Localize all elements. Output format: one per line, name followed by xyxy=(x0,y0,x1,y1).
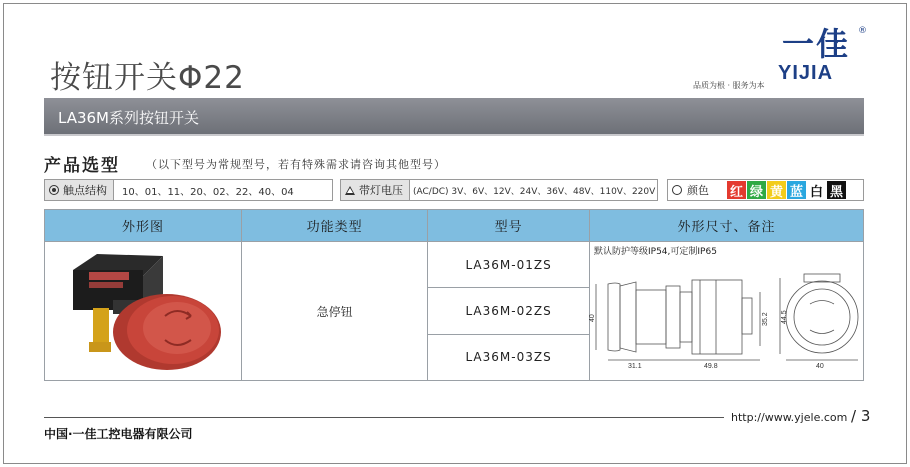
color-swatch: 黑 xyxy=(827,181,846,199)
page-number: / 3 xyxy=(851,407,871,425)
model-cell: LA36M-01ZS xyxy=(428,242,590,288)
series-banner xyxy=(44,98,864,136)
contacts-label-box xyxy=(45,180,114,200)
dimension-width: 40 xyxy=(815,363,824,370)
logo-chinese: 一佳 xyxy=(782,25,851,63)
table-header-row xyxy=(45,210,864,242)
column-header-model: 型号 xyxy=(428,210,590,242)
color-swatch: 蓝 xyxy=(787,181,806,199)
color-label: 颜色 xyxy=(687,184,709,197)
dimension-side: 35.2 xyxy=(761,312,769,326)
radio-selected-icon xyxy=(49,185,59,195)
dimension-d2: 49.8 xyxy=(703,363,718,370)
dimension-d1: 31.1 xyxy=(627,363,642,370)
lamp-voltage-filter xyxy=(340,179,658,201)
footer-company: 中国·一佳工控电器有限公司 xyxy=(44,427,193,441)
footer-url[interactable]: http://www.yjele.com xyxy=(731,411,848,424)
color-label-box xyxy=(668,180,715,200)
dimension-total: 44.5 xyxy=(780,310,788,324)
footer-divider xyxy=(44,417,724,418)
column-header-dimensions: 外形尺寸、备注 xyxy=(589,210,863,242)
color-swatch: 绿 xyxy=(747,181,766,199)
color-filter xyxy=(667,179,864,201)
lamp-voltage-label: 带灯电压 xyxy=(359,184,403,197)
brand-tagline: 品质为根 · 服务为本 xyxy=(693,81,765,90)
logo-english: YIJIA xyxy=(778,62,834,84)
triangle-icon xyxy=(345,186,355,195)
dimension-height: 40 xyxy=(588,314,596,322)
model-cell: LA36M-03ZS xyxy=(428,334,590,380)
contacts-values: 10、01、11、20、02、22、40、04 xyxy=(122,186,294,198)
emergency-stop-button-image xyxy=(45,242,241,377)
brand-logo xyxy=(770,26,865,84)
color-swatch: 黄 xyxy=(767,181,786,199)
column-header-outline: 外形图 xyxy=(45,210,242,242)
lamp-voltage-values: (AC/DC) 3V、6V、12V、24V、36V、48V、110V、220V xyxy=(413,186,656,197)
series-banner-title: LA36M系列按钮开关 xyxy=(58,109,199,127)
section-title: 产品选型 xyxy=(44,156,120,176)
table-row xyxy=(45,242,864,288)
color-swatches xyxy=(727,181,846,199)
dimension-drawing xyxy=(590,242,863,377)
registered-mark: ® xyxy=(858,26,867,36)
protection-note: 默认防护等级IP54,可定制IP65 xyxy=(594,247,717,257)
lamp-voltage-label-box xyxy=(341,180,410,200)
product-photo-cell xyxy=(45,242,242,381)
color-swatch: 白 xyxy=(807,181,826,199)
dimension-drawing-cell xyxy=(589,242,863,381)
function-type-cell: 急停钮 xyxy=(242,242,428,381)
page-title: 按钮开关Φ22 xyxy=(50,60,245,96)
color-swatch: 红 xyxy=(727,181,746,199)
contacts-filter xyxy=(44,179,333,201)
contacts-label: 触点结构 xyxy=(63,184,107,197)
section-note: （以下型号为常规型号，若有特殊需求请咨询其他型号） xyxy=(146,158,446,171)
model-cell: LA36M-02ZS xyxy=(428,288,590,334)
product-table xyxy=(44,209,864,381)
column-header-function: 功能类型 xyxy=(242,210,428,242)
circle-icon xyxy=(672,185,682,195)
